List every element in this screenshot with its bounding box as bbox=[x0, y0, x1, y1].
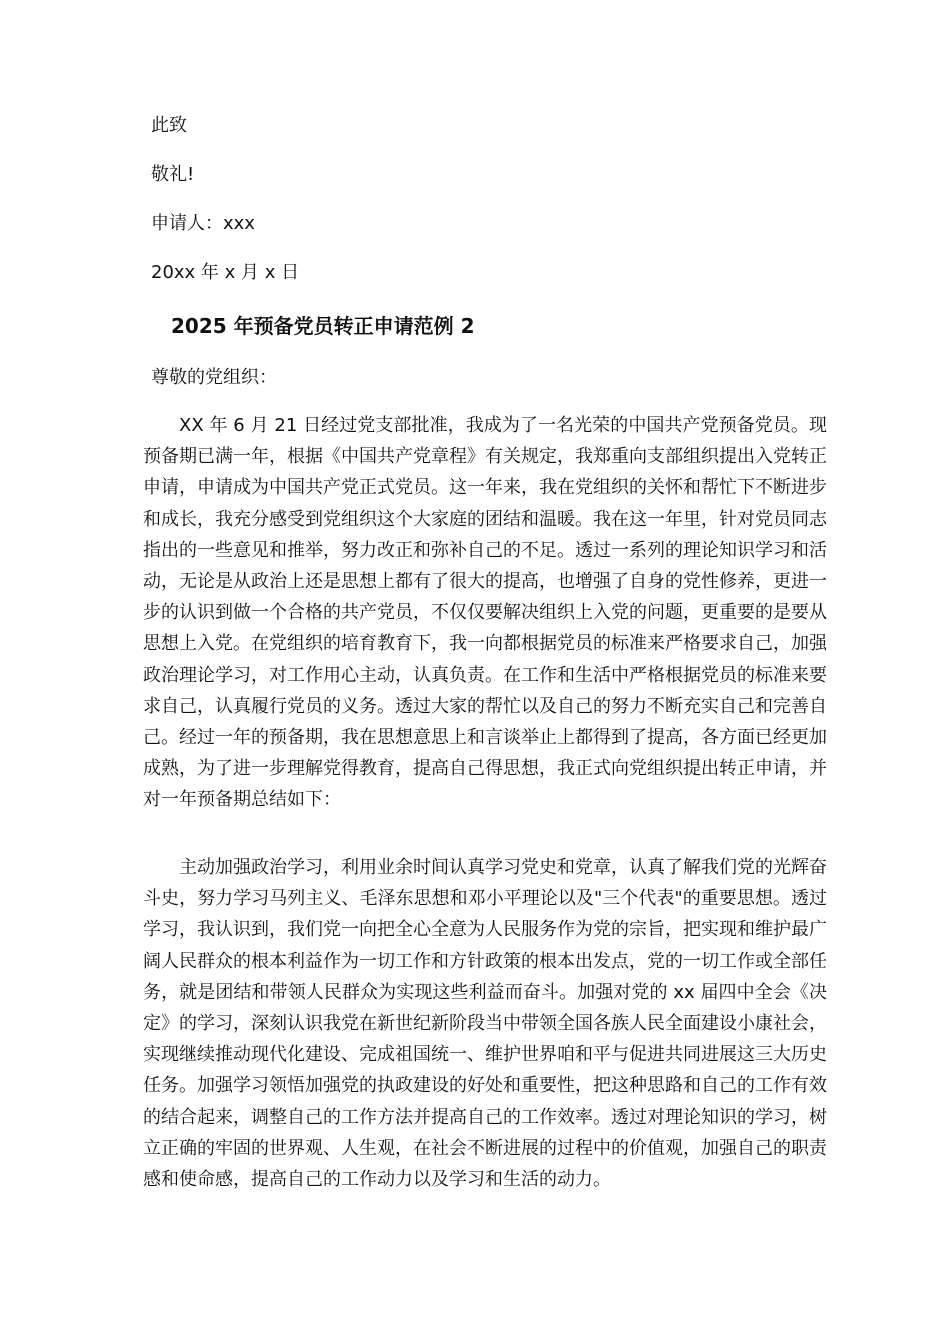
body-paragraph-2: 主动加强政治学习，利用业余时间认真学习党史和党章，认真了解我们党的光辉奋斗史，努力学习马列主义、毛泽东思想和邓小平理论以及"三个代表"的重要思想。透过学习，我认识到，我们党一向把全心全意为人民服务作为党的宗旨，把实现和维护最广阔人民群众的根本利益作为一切工作和方针政策的根本出发点，党的一切工作或全部任务，就是团结和带领人民群众为实现这些利益而奋斗。加强对党的 xx 届四中全会《决定》的学习，深刻认识我党在新世纪新阶段当中带领全国各族人民全面建设小康社会，实现继续推动现代化建设、完成祖国统一、维护世界咱和平与促进共同进展这三大历史任务。加强学习领悟加强党的执政建设的好处和重要性，把这种思路和自己的工作有效的结合起来，调整自己的工作方法并提高自己的工作效率。透过对理论知识的学习，树立正确的牢固的世界观、人生观，在社会不断进展的过程中的价值观，加强自己的职责感和使命感，提高自己的工作动力以及学习和生活的动力。 bbox=[143, 857, 827, 1191]
signature-date: 20xx 年 x 月 x 日 bbox=[151, 262, 300, 283]
closing-regards: 敬礼! bbox=[151, 164, 195, 185]
greeting: 尊敬的党组织： bbox=[151, 367, 277, 388]
body-paragraph-1: XX 年 6 月 21 日经过党支部批准，我成为了一名光荣的中国共产党预备党员。现预备期已满一年，根据《中国共产党章程》有关规定，我郑重向支部组织提出入党转正申请，申请成为中国共产党正式党员。这一年来，我在党组织的关怀和帮忙下不断进步和成长，我充分感受到党组织这个大家庭的团结和温暖。我在这一年里，针对党员同志指出的一些意见和推举，努力改正和弥补自己的不足。透过一系列的理论知识学习和活动，无论是从政治上还是思想上都有了很大的提高，也增强了自身的党性修养，更进一步的认识到做一个合格的共产党员，不仅仅要解决组织上入党的问题，更重要的是要从思想上入党。在党组织的培育教育下，我一向都根据党员的标准来严格要求自己，加强政治理论学习，对工作用心主动，认真负责。在工作和生活中严格根据党员的标准来要求自己，认真履行党员的义务。透过大家的帮忙以及自己的努力不断充实自己和完善自己。经过一年的预备期，我在思想意思上和言谈举止上都得到了提高，各方面已经更加成熟，为了进一步理解党得教育，提高自己得思想，我正式向党组织提出转正申请，并对一年预备期总结如下： bbox=[143, 415, 827, 811]
section-title: 2025 年预备党员转正申请范例 2 bbox=[171, 314, 475, 338]
applicant-signature: 申请人：xxx bbox=[151, 213, 255, 234]
closing-salutation: 此致 bbox=[151, 115, 187, 136]
